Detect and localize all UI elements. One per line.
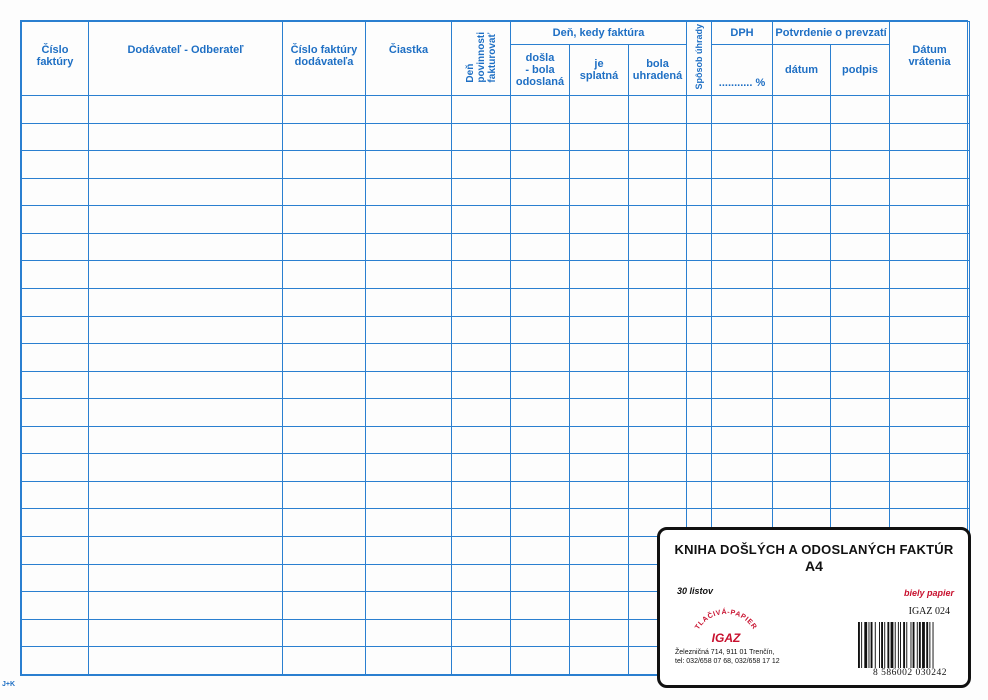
header-invoice-number: Číslo faktúry [22, 22, 89, 96]
table-cell[interactable] [890, 178, 970, 206]
table-cell[interactable] [687, 206, 712, 234]
table-cell[interactable] [511, 619, 570, 647]
table-cell[interactable] [22, 509, 89, 537]
table-cell[interactable] [629, 178, 687, 206]
table-cell[interactable] [511, 123, 570, 151]
label-address: Železničná 714, 911 01 Trenčín, tel: 032/658 07 68, 032/658 17 12 [675, 649, 780, 665]
table-cell[interactable] [570, 399, 629, 427]
svg-text:TLAČIVÁ-PAPIER [694, 607, 758, 631]
table-cell[interactable] [283, 619, 366, 647]
table-cell[interactable] [629, 399, 687, 427]
table-cell[interactable] [452, 233, 511, 261]
table-cell[interactable] [831, 151, 890, 179]
table-cell[interactable] [511, 647, 570, 675]
table-cell[interactable] [366, 344, 452, 372]
label-sheet-count: 30 listov [677, 586, 714, 596]
table-cell[interactable] [687, 96, 712, 124]
logo-text: IGAZ [711, 631, 741, 645]
table-cell[interactable] [89, 481, 283, 509]
table-cell[interactable] [366, 454, 452, 482]
table-cell[interactable] [570, 261, 629, 289]
header-vat-group: DPH [712, 22, 773, 45]
table-cell[interactable] [22, 426, 89, 454]
table-cell[interactable] [511, 96, 570, 124]
table-cell[interactable] [890, 481, 970, 509]
table-cell[interactable] [629, 233, 687, 261]
header-paid: bola uhradená [629, 45, 687, 96]
header-obligation-day: Deň povinnosti fakturovať [452, 22, 511, 96]
table-cell[interactable] [831, 316, 890, 344]
table-cell[interactable] [629, 261, 687, 289]
table-cell[interactable] [89, 344, 283, 372]
table-cell[interactable] [89, 647, 283, 675]
table-cell[interactable] [890, 261, 970, 289]
table-cell[interactable] [570, 178, 629, 206]
table-cell[interactable] [890, 399, 970, 427]
table-cell[interactable] [452, 454, 511, 482]
table-cell[interactable] [89, 592, 283, 620]
table-cell[interactable] [452, 178, 511, 206]
table-cell[interactable] [712, 316, 773, 344]
table-cell[interactable] [283, 426, 366, 454]
table-cell[interactable] [452, 344, 511, 372]
label-format: A4 [805, 558, 823, 574]
header-invoice-day-group: Deň, kedy faktúra [511, 22, 687, 45]
table-cell[interactable] [831, 481, 890, 509]
table-cell[interactable] [890, 288, 970, 316]
table-cell[interactable] [366, 509, 452, 537]
table-cell[interactable] [773, 96, 831, 124]
table-cell[interactable] [283, 344, 366, 372]
table-cell[interactable] [570, 123, 629, 151]
table-cell[interactable] [89, 261, 283, 289]
table-row [22, 178, 970, 206]
header-amount: Čiastka [366, 22, 452, 96]
table-cell[interactable] [831, 178, 890, 206]
table-cell[interactable] [22, 647, 89, 675]
table-cell[interactable] [283, 178, 366, 206]
table-cell[interactable] [283, 96, 366, 124]
table-cell[interactable] [831, 454, 890, 482]
table-cell[interactable] [452, 151, 511, 179]
table-cell[interactable] [687, 316, 712, 344]
table-cell[interactable] [629, 96, 687, 124]
table-cell[interactable] [773, 178, 831, 206]
table-cell[interactable] [283, 592, 366, 620]
table-cell[interactable] [773, 233, 831, 261]
table-cell[interactable] [629, 426, 687, 454]
table-cell[interactable] [366, 371, 452, 399]
header-confirmation-date: dátum [773, 45, 831, 96]
table-cell[interactable] [89, 426, 283, 454]
igaz-logo [686, 606, 766, 654]
table-row [22, 123, 970, 151]
table-cell[interactable] [629, 481, 687, 509]
table-cell[interactable] [283, 261, 366, 289]
table-cell[interactable] [687, 371, 712, 399]
table-cell[interactable] [22, 344, 89, 372]
table-cell[interactable] [773, 206, 831, 234]
table-cell[interactable] [89, 371, 283, 399]
table-cell[interactable] [511, 371, 570, 399]
table-cell[interactable] [452, 481, 511, 509]
table-cell[interactable] [452, 288, 511, 316]
product-label [657, 527, 971, 688]
table-cell[interactable] [283, 288, 366, 316]
table-cell[interactable] [629, 206, 687, 234]
table-cell[interactable] [283, 316, 366, 344]
table-cell[interactable] [890, 371, 970, 399]
table-cell[interactable] [452, 564, 511, 592]
table-cell[interactable] [511, 316, 570, 344]
table-cell[interactable] [283, 537, 366, 565]
table-cell[interactable] [511, 509, 570, 537]
table-cell[interactable] [452, 592, 511, 620]
header-received-sent: došla - bola odoslaná [511, 45, 570, 96]
table-row [22, 316, 970, 344]
table-cell[interactable] [712, 344, 773, 372]
table-cell[interactable] [283, 206, 366, 234]
table-cell[interactable] [687, 454, 712, 482]
table-cell[interactable] [22, 261, 89, 289]
table-cell[interactable] [773, 426, 831, 454]
table-cell[interactable] [687, 261, 712, 289]
table-cell[interactable] [773, 371, 831, 399]
table-cell[interactable] [773, 344, 831, 372]
table-cell[interactable] [452, 426, 511, 454]
table-cell[interactable] [22, 151, 89, 179]
table-cell[interactable] [283, 123, 366, 151]
table-cell[interactable] [283, 399, 366, 427]
table-cell[interactable] [511, 592, 570, 620]
table-cell[interactable] [712, 178, 773, 206]
table-cell[interactable] [89, 619, 283, 647]
header-signature: podpis [831, 45, 890, 96]
table-cell[interactable] [452, 206, 511, 234]
table-cell[interactable] [712, 96, 773, 124]
table-cell[interactable] [22, 537, 89, 565]
table-cell[interactable] [22, 178, 89, 206]
table-cell[interactable] [452, 316, 511, 344]
table-cell[interactable] [890, 233, 970, 261]
table-cell[interactable] [22, 619, 89, 647]
table-cell[interactable] [366, 261, 452, 289]
table-cell[interactable] [629, 288, 687, 316]
table-cell[interactable] [773, 123, 831, 151]
table-cell[interactable] [366, 399, 452, 427]
table-cell[interactable] [570, 96, 629, 124]
table-row [22, 344, 970, 372]
table-cell[interactable] [89, 509, 283, 537]
table-cell[interactable] [570, 564, 629, 592]
barcode-number: 8 586002 030242 [854, 668, 966, 678]
table-cell[interactable] [570, 344, 629, 372]
table-row [22, 233, 970, 261]
table-cell[interactable] [22, 371, 89, 399]
table-row [22, 96, 970, 124]
table-cell[interactable] [22, 206, 89, 234]
table-cell[interactable] [570, 454, 629, 482]
table-cell[interactable] [890, 123, 970, 151]
table-cell[interactable] [366, 619, 452, 647]
header-vat-rate: ........... % [712, 45, 773, 96]
table-cell[interactable] [283, 647, 366, 675]
printer-mark: J+K [2, 681, 16, 688]
table-cell[interactable] [570, 233, 629, 261]
table-cell[interactable] [366, 564, 452, 592]
table-cell[interactable] [511, 261, 570, 289]
table-cell[interactable] [570, 288, 629, 316]
table-row [22, 288, 970, 316]
table-row [22, 426, 970, 454]
table-cell[interactable] [570, 537, 629, 565]
table-cell[interactable] [22, 123, 89, 151]
table-cell[interactable] [89, 454, 283, 482]
table-cell[interactable] [773, 261, 831, 289]
table-cell[interactable] [687, 399, 712, 427]
table-cell[interactable] [570, 371, 629, 399]
table-cell[interactable] [687, 151, 712, 179]
table-cell[interactable] [629, 454, 687, 482]
table-cell[interactable] [511, 426, 570, 454]
table-cell[interactable] [687, 233, 712, 261]
header-supplier-customer: Dodávateľ - Odberateľ [89, 22, 283, 96]
table-cell[interactable] [629, 371, 687, 399]
table-cell[interactable] [570, 206, 629, 234]
table-cell[interactable] [283, 481, 366, 509]
table-cell[interactable] [570, 592, 629, 620]
table-cell[interactable] [629, 151, 687, 179]
table-cell[interactable] [570, 481, 629, 509]
table-cell[interactable] [22, 481, 89, 509]
table-cell[interactable] [831, 233, 890, 261]
table-cell[interactable] [890, 96, 970, 124]
table-cell[interactable] [22, 288, 89, 316]
table-cell[interactable] [773, 316, 831, 344]
table-cell[interactable] [687, 481, 712, 509]
table-cell[interactable] [22, 564, 89, 592]
table-cell[interactable] [22, 399, 89, 427]
table-cell[interactable] [773, 399, 831, 427]
header-payment-method: Spôsob úhrady [687, 22, 712, 96]
table-cell[interactable] [452, 619, 511, 647]
table-cell[interactable] [283, 509, 366, 537]
table-cell[interactable] [89, 316, 283, 344]
table-cell[interactable] [511, 564, 570, 592]
table-cell[interactable] [687, 288, 712, 316]
table-cell[interactable] [712, 399, 773, 427]
table-cell[interactable] [831, 206, 890, 234]
table-cell[interactable] [89, 123, 283, 151]
table-cell[interactable] [831, 344, 890, 372]
table-cell[interactable] [452, 96, 511, 124]
table-cell[interactable] [712, 454, 773, 482]
table-cell[interactable] [687, 178, 712, 206]
table-cell[interactable] [712, 288, 773, 316]
table-cell[interactable] [89, 537, 283, 565]
label-title: KNIHA DOŠLÝCH A ODOSLANÝCH FAKTÚR [674, 542, 954, 557]
table-row [22, 481, 970, 509]
table-cell[interactable] [89, 178, 283, 206]
table-cell[interactable] [452, 509, 511, 537]
table-cell[interactable] [712, 233, 773, 261]
table-cell[interactable] [831, 371, 890, 399]
table-cell[interactable] [366, 288, 452, 316]
table-cell[interactable] [570, 619, 629, 647]
table-cell[interactable] [773, 151, 831, 179]
table-cell[interactable] [773, 454, 831, 482]
table-cell[interactable] [570, 647, 629, 675]
table-cell[interactable] [511, 178, 570, 206]
table-cell[interactable] [629, 316, 687, 344]
table-cell[interactable] [452, 537, 511, 565]
table-cell[interactable] [452, 261, 511, 289]
table-cell[interactable] [511, 151, 570, 179]
table-cell[interactable] [366, 96, 452, 124]
label-product-code: IGAZ 024 [908, 606, 950, 617]
table-cell[interactable] [511, 537, 570, 565]
header-confirmation-group: Potvrdenie o prevzatí [773, 22, 890, 45]
table-cell[interactable] [89, 233, 283, 261]
table-cell[interactable] [831, 426, 890, 454]
table-cell[interactable] [712, 123, 773, 151]
table-cell[interactable] [511, 454, 570, 482]
table-cell[interactable] [283, 454, 366, 482]
table-cell[interactable] [366, 178, 452, 206]
table-cell[interactable] [687, 344, 712, 372]
table-cell[interactable] [366, 123, 452, 151]
table-cell[interactable] [22, 592, 89, 620]
table-cell[interactable] [89, 399, 283, 427]
table-cell[interactable] [511, 233, 570, 261]
table-cell[interactable] [366, 481, 452, 509]
table-cell[interactable] [773, 288, 831, 316]
table-cell[interactable] [283, 233, 366, 261]
table-cell[interactable] [283, 564, 366, 592]
table-cell[interactable] [831, 96, 890, 124]
table-cell[interactable] [22, 454, 89, 482]
table-row [22, 454, 970, 482]
table-cell[interactable] [712, 371, 773, 399]
table-cell[interactable] [773, 481, 831, 509]
table-cell[interactable] [712, 206, 773, 234]
table-cell[interactable] [366, 316, 452, 344]
table-cell[interactable] [831, 261, 890, 289]
table-cell[interactable] [22, 96, 89, 124]
table-cell[interactable] [452, 399, 511, 427]
table-cell[interactable] [511, 344, 570, 372]
table-cell[interactable] [687, 426, 712, 454]
table-row [22, 371, 970, 399]
table-cell[interactable] [687, 123, 712, 151]
table-cell[interactable] [629, 344, 687, 372]
table-cell[interactable] [366, 206, 452, 234]
table-cell[interactable] [89, 96, 283, 124]
table-row [22, 206, 970, 234]
label-paper-type: biely papier [903, 588, 954, 598]
table-cell[interactable] [831, 288, 890, 316]
table-row [22, 399, 970, 427]
table-cell[interactable] [890, 454, 970, 482]
table-row [22, 261, 970, 289]
table-cell[interactable] [366, 537, 452, 565]
table-cell[interactable] [890, 151, 970, 179]
table-cell[interactable] [831, 399, 890, 427]
header-supplier-invoice-number: Číslo faktúry dodávateľa [283, 22, 366, 96]
table-cell[interactable] [366, 151, 452, 179]
table-cell[interactable] [22, 316, 89, 344]
table-cell[interactable] [570, 509, 629, 537]
table-cell[interactable] [452, 123, 511, 151]
table-cell[interactable] [283, 151, 366, 179]
table-cell[interactable] [22, 233, 89, 261]
table-cell[interactable] [712, 261, 773, 289]
table-cell[interactable] [283, 371, 366, 399]
table-cell[interactable] [890, 316, 970, 344]
table-cell[interactable] [511, 206, 570, 234]
table-cell[interactable] [712, 151, 773, 179]
table-cell[interactable] [89, 151, 283, 179]
table-cell[interactable] [712, 481, 773, 509]
table-cell[interactable] [366, 426, 452, 454]
table-cell[interactable] [629, 123, 687, 151]
table-cell[interactable] [511, 288, 570, 316]
table-cell[interactable] [890, 206, 970, 234]
table-cell[interactable] [511, 481, 570, 509]
table-cell[interactable] [366, 647, 452, 675]
table-cell[interactable] [89, 288, 283, 316]
table-cell[interactable] [570, 316, 629, 344]
table-cell[interactable] [366, 233, 452, 261]
header-return-date: Dátum vrátenia [890, 22, 970, 96]
table-cell[interactable] [452, 371, 511, 399]
table-cell[interactable] [89, 206, 283, 234]
table-cell[interactable] [89, 564, 283, 592]
table-cell[interactable] [452, 647, 511, 675]
table-cell[interactable] [570, 151, 629, 179]
table-row [22, 151, 970, 179]
table-cell[interactable] [366, 592, 452, 620]
logo-arc-text: TLAČIVÁ-PAPIER [694, 608, 758, 631]
table-cell[interactable] [890, 426, 970, 454]
header-due: je splatná [570, 45, 629, 96]
table-cell[interactable] [712, 426, 773, 454]
table-cell[interactable] [831, 123, 890, 151]
table-cell[interactable] [511, 399, 570, 427]
table-cell[interactable] [570, 426, 629, 454]
table-cell[interactable] [890, 344, 970, 372]
